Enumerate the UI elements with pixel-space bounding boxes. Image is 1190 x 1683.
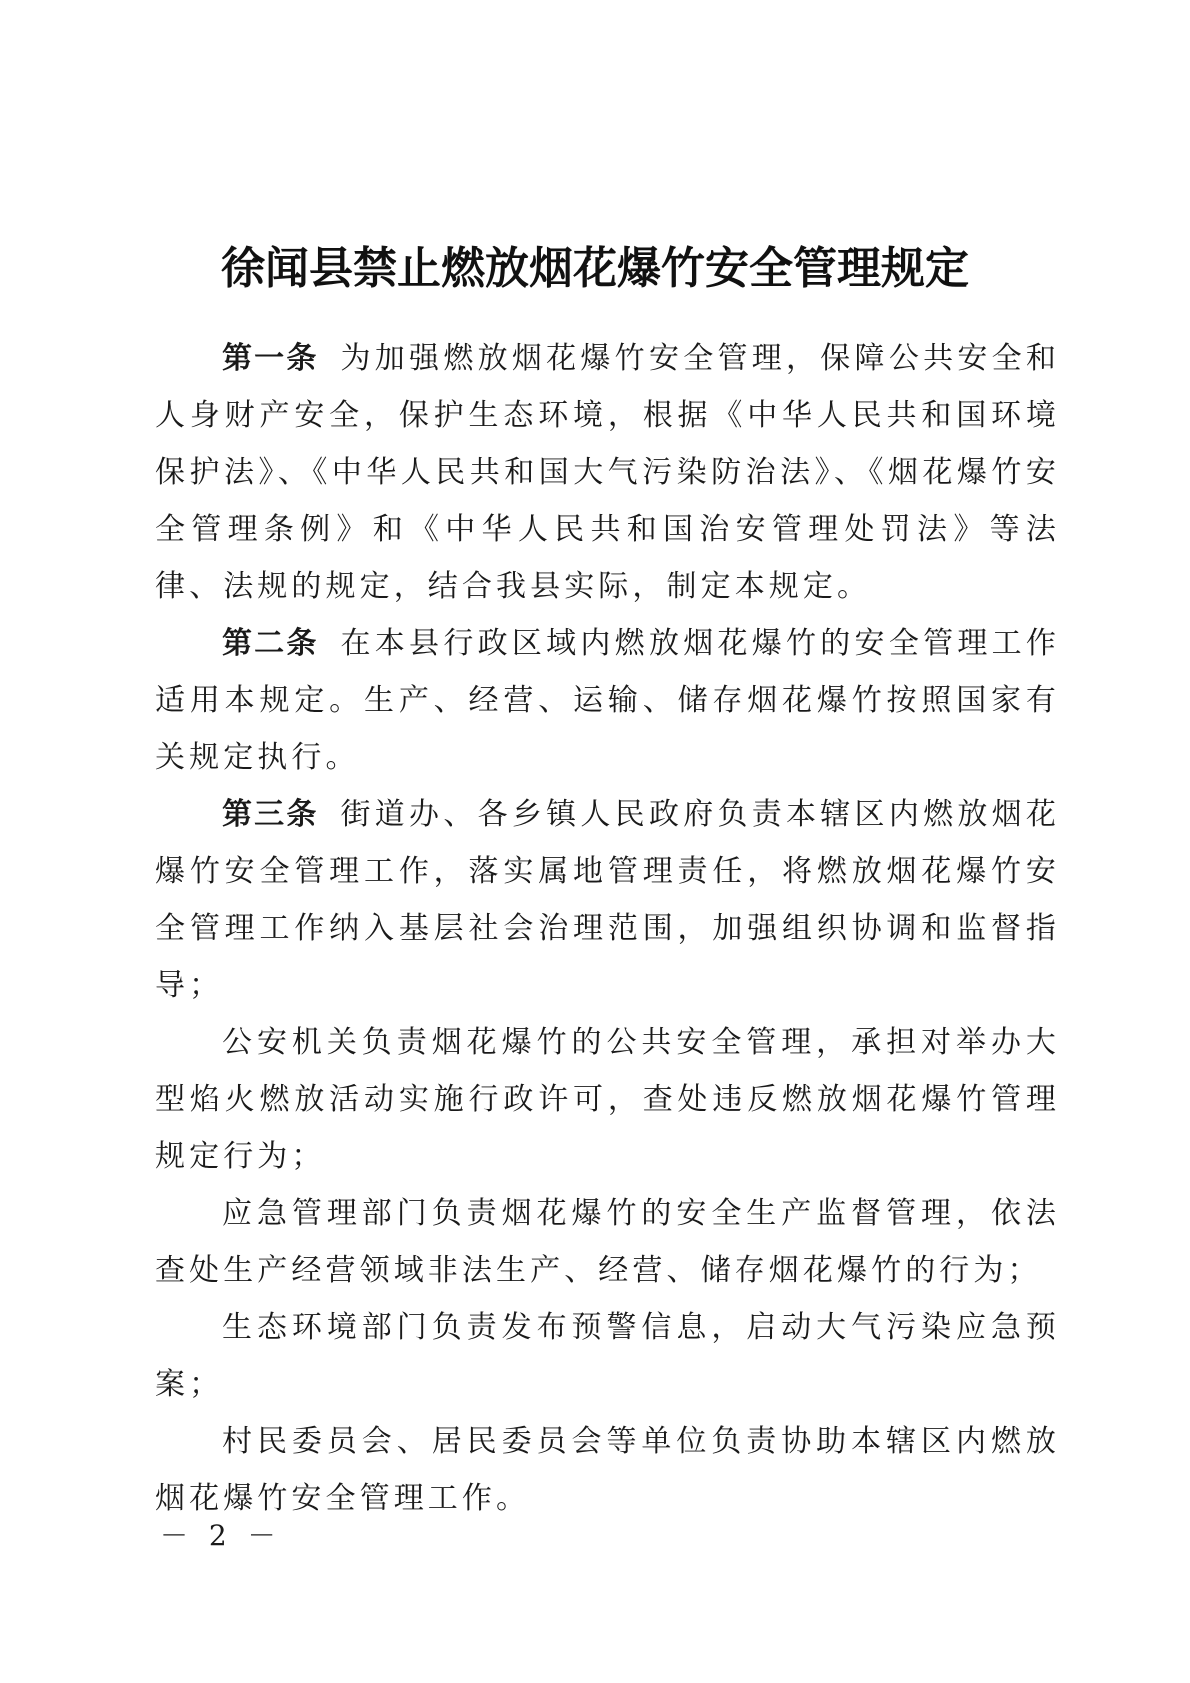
article-2-paragraph <box>155 615 1060 786</box>
committee-text: 村民委员会、居民委员会等单位负责协助本辖区内燃放烟花爆竹安全管理工作。 <box>155 1424 1060 1516</box>
article-3-paragraph <box>155 786 1060 1014</box>
ecology-environment-text: 生态环境部门负责发布预警信息，启动大气污染应急预案； <box>155 1310 1060 1402</box>
article-1-paragraph <box>155 330 1060 615</box>
article-3-text: 街道办、各乡镇人民政府负责本辖区内燃放烟花爆竹安全管理工作，落实属地管理责任，将燃放烟花爆竹安全管理工作纳入基层社会治理范围，加强组织协调和监督指导； <box>155 797 1060 1003</box>
article-2-text: 在本县行政区域内燃放烟花爆竹的安全管理工作适用本规定。生产、经营、运输、储存烟花爆竹按照国家有关规定执行。 <box>155 626 1060 775</box>
public-security-paragraph <box>155 1014 1060 1185</box>
emergency-management-paragraph <box>155 1185 1060 1299</box>
article-1-heading: 第一条 <box>222 341 319 376</box>
emergency-management-text: 应急管理部门负责烟花爆竹的安全生产监督管理，依法查处生产经营领域非法生产、经营、储存烟花爆竹的行为； <box>155 1196 1060 1288</box>
document-title: 徐闻县禁止燃放烟花爆竹安全管理规定 <box>221 243 969 295</box>
article-3-heading: 第三条 <box>222 797 319 832</box>
page-number: － 2 － <box>160 1519 282 1552</box>
article-2-heading: 第二条 <box>222 626 319 661</box>
ecology-environment-paragraph <box>155 1299 1060 1413</box>
document-body <box>155 330 1060 1527</box>
committee-paragraph <box>155 1413 1060 1527</box>
public-security-text: 公安机关负责烟花爆竹的公共安全管理，承担对举办大型焰火燃放活动实施行政许可，查处违反燃放烟花爆竹管理规定行为； <box>155 1025 1060 1174</box>
article-1-text: 为加强燃放烟花爆竹安全管理，保障公共安全和人身财产安全，保护生态环境，根据《中华人民共和国环境保护法》、《中华人民共和国大气污染防治法》、《烟花爆竹安全管理条例》和《中华人民共和国治安管理处罚法》等法律、法规的规定，结合我县实际，制定本规定。 <box>155 341 1060 604</box>
